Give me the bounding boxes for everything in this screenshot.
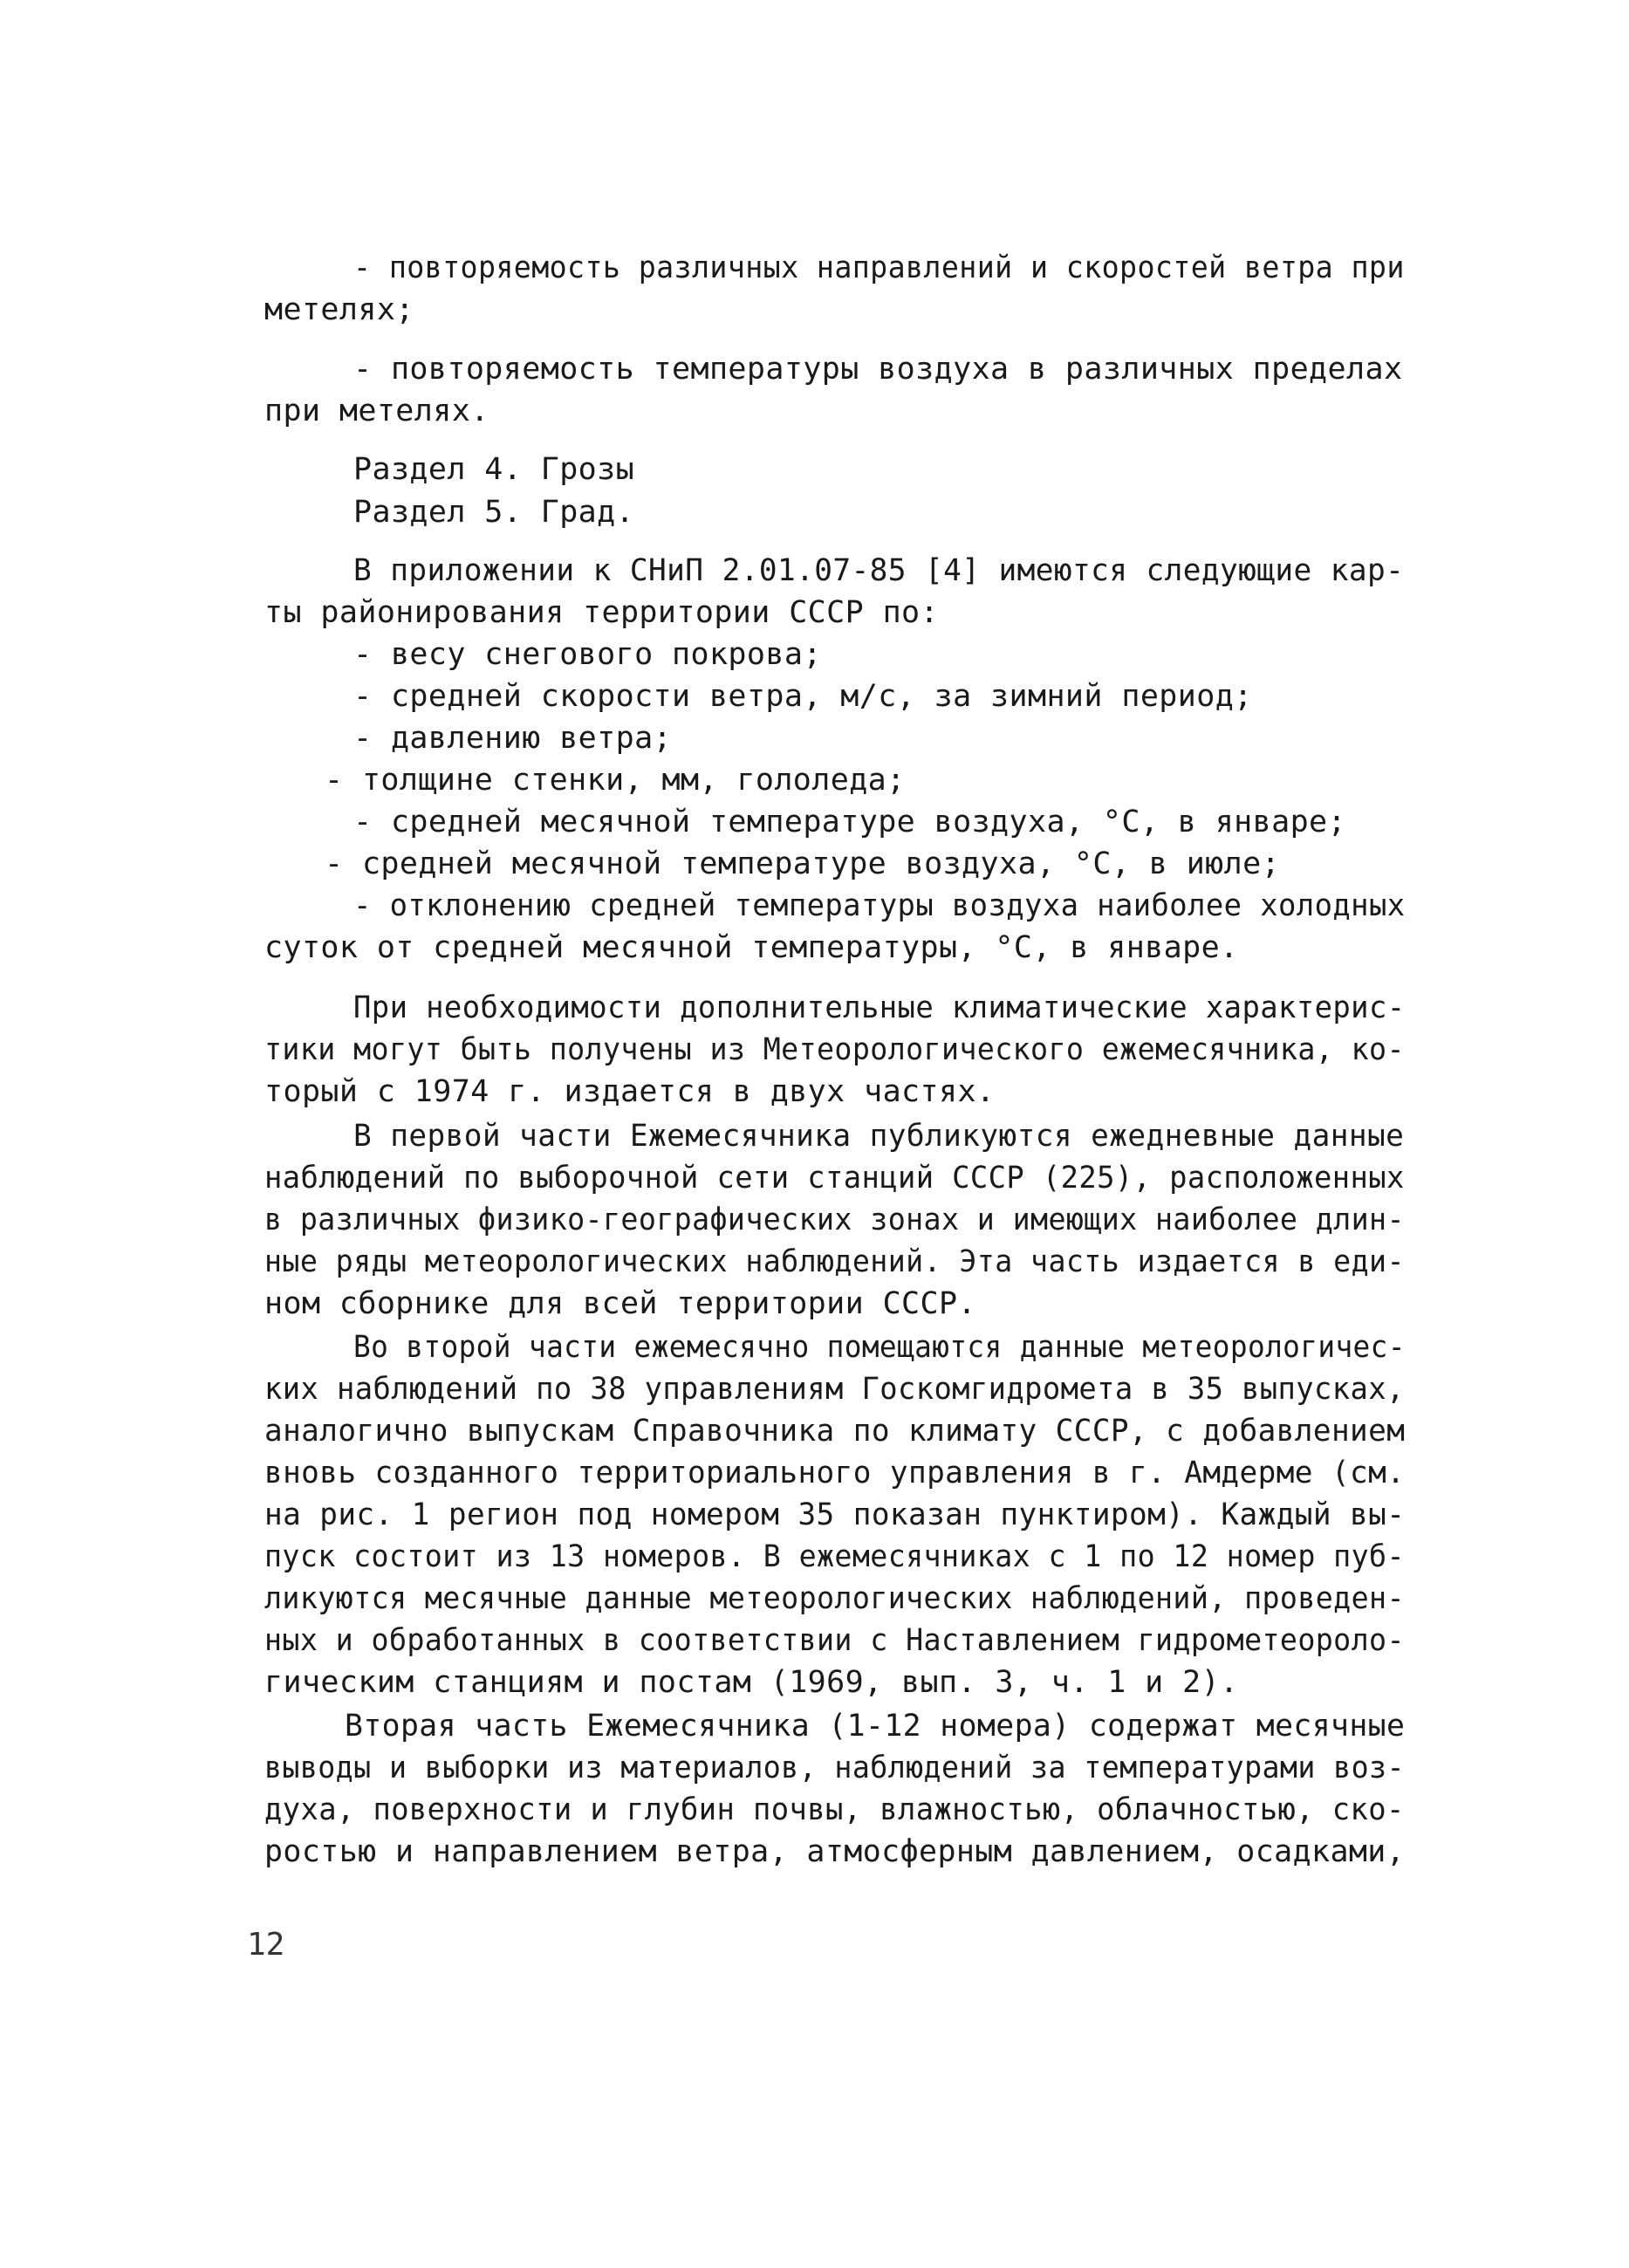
section-heading: Раздел 4. Грозы: [353, 452, 635, 487]
text-line: ростью и направлением ветра, атмосферным давлением, осадками,: [264, 1834, 1406, 1869]
text-line: метелях;: [264, 292, 414, 327]
text-line: при метелях.: [264, 394, 489, 428]
page-number: 12: [247, 1927, 285, 1963]
list-item: - средней месячной температуре воздуха, °С, в июле;: [325, 846, 1281, 881]
text-line: - повторяемость температуры воздуха в различных пределах: [353, 352, 1403, 387]
list-item: - давлению ветра;: [353, 721, 673, 756]
list-item: - толщине стенки, мм, гололеда;: [325, 763, 906, 798]
section-heading: Раздел 5. Град.: [353, 495, 635, 530]
text-line: ных и обработанных в соответствии с Наставлением гидрометеороло-: [264, 1623, 1405, 1658]
text-line: ты районирования территории СССР по:: [264, 595, 939, 630]
list-item: - средней скорости ветра, м/с, за зимний период;: [353, 679, 1253, 714]
text-line: ких наблюдений по 38 управлениям Госкомгидромета в 35 выпусках,: [264, 1372, 1405, 1407]
list-item: - весу снегового покрова;: [353, 637, 822, 672]
text-line: вновь созданного территориального управления в г. Амдерме (см.: [264, 1456, 1406, 1490]
text-line: выводы и выборки из материалов, наблюдений за температурами воз-: [264, 1751, 1405, 1785]
text-line: гическим станциям и постам (1969, вып. 3, ч. 1 и 2).: [264, 1665, 1239, 1700]
text-line: ном сборнике для всей территории СССР.: [264, 1286, 976, 1321]
text-line: ликуются месячные данные метеорологических наблюдений, проведен-: [264, 1581, 1405, 1616]
text-line: тики могут быть получены из Метеорологического ежемесячника, ко-: [264, 1032, 1405, 1067]
text-line: - повторяемость различных направлений и скоростей ветра при: [353, 250, 1405, 285]
text-line: Вторая часть Ежемесячника (1-12 номера) содержат месячные: [345, 1709, 1406, 1744]
text-line: духа, поверхности и глубин почвы, влажностью, облачностью, ско-: [264, 1792, 1405, 1827]
text-line: При необходимости дополнительные климатические характерис-: [353, 990, 1406, 1025]
text-line: пуск состоит из 13 номеров. В ежемесячниках с 1 по 12 номер пуб-: [264, 1539, 1405, 1574]
list-item: - отклонению средней температуры воздуха наиболее холодных: [353, 888, 1406, 923]
text-line: Во второй части ежемесячно помещаются данные метеорологичес-: [353, 1330, 1406, 1365]
text-line: в различных физико-географических зонах и имеющих наиболее длин-: [264, 1203, 1405, 1237]
text-line: на рис. 1 регион под номером 35 показан пунктиром). Каждый вы-: [264, 1497, 1406, 1532]
text-line: суток от средней месячной температуры, °С, в январе.: [264, 930, 1239, 965]
text-line: аналогично выпускам Справочника по климату СССР, с добавлением: [264, 1414, 1406, 1449]
list-item: - средней месячной температуре воздуха, °С, в январе;: [353, 805, 1347, 839]
text-line: наблюдений по выборочной сети станций СССР (225), расположенных: [264, 1161, 1405, 1196]
text-line: В приложении к СНиП 2.01.07-85 [4] имеются следующие кар-: [353, 553, 1405, 588]
text-line: торый с 1974 г. издается в двух частях.: [264, 1074, 996, 1109]
text-line: ные ряды метеорологических наблюдений. Эта часть издается в еди-: [264, 1244, 1405, 1279]
text-line: В первой части Ежемесячника публикуются ежедневные данные: [353, 1119, 1405, 1154]
